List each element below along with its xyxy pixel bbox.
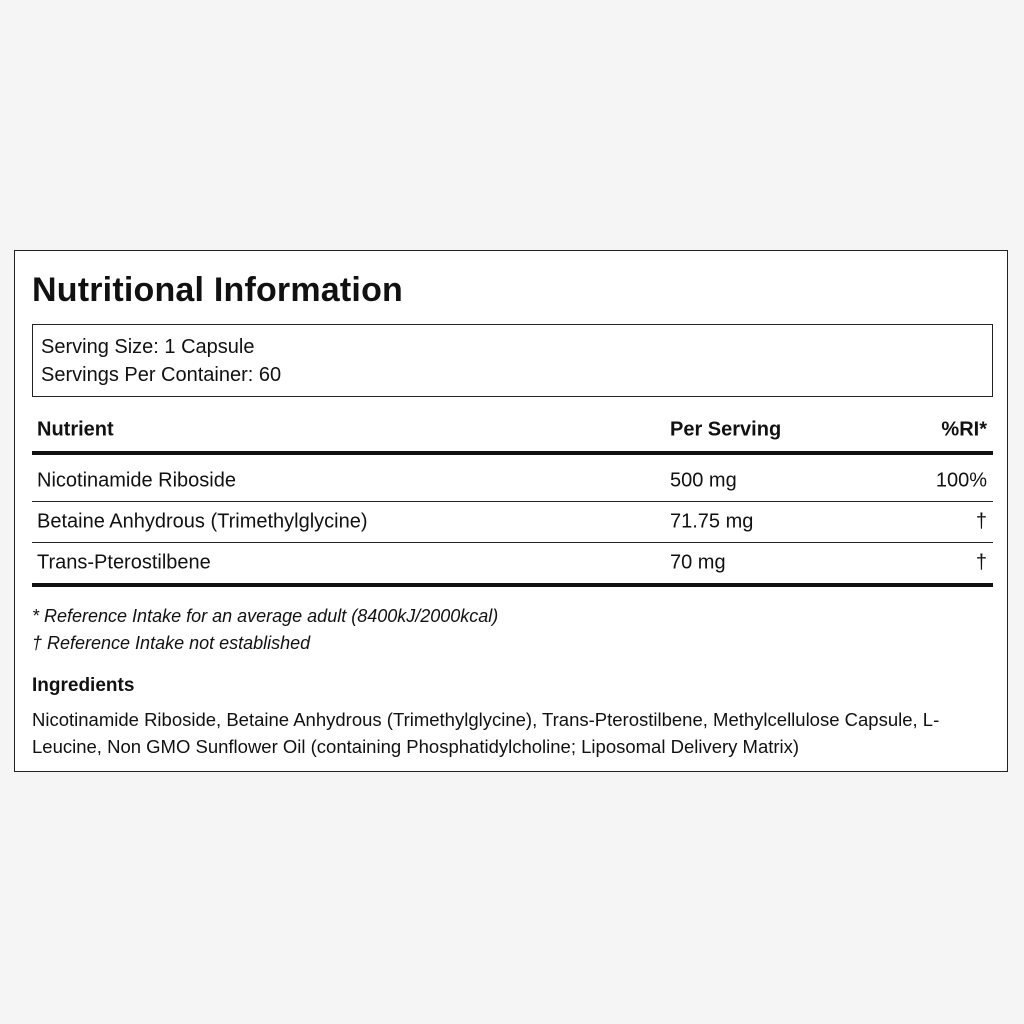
nutrition-panel (14, 250, 1008, 772)
header-nutrient: Nutrient (37, 418, 114, 441)
nutrient-amount: 70 mg (670, 551, 726, 574)
nutrient-table (32, 409, 993, 587)
nutrient-ri: † (975, 551, 987, 574)
table-row (32, 502, 993, 543)
header-ri: %RI* (941, 418, 987, 441)
footnote-ri-not-established: † Reference Intake not established (32, 633, 311, 653)
table-header-row (32, 409, 993, 455)
serving-info-box (32, 324, 993, 397)
footnote-ri-reference: * Reference Intake for an average adult (8400kJ/2000kcal) (32, 606, 499, 626)
header-per-serving: Per Serving (670, 418, 782, 441)
table-row (32, 455, 993, 502)
footnotes (32, 603, 498, 657)
table-row (32, 543, 993, 587)
nutrient-ri: † (975, 510, 987, 533)
nutrient-amount: 71.75 mg (670, 510, 754, 533)
nutrient-name: Betaine Anhydrous (Trimethylglycine) (37, 510, 368, 533)
nutrient-name: Nicotinamide Riboside (37, 469, 236, 492)
nutrient-ri: 100% (935, 469, 987, 492)
ingredients-heading: Ingredients (32, 675, 135, 696)
nutrient-amount: 500 mg (670, 469, 737, 492)
page-title: Nutritional Information (32, 271, 404, 309)
servings-per-container: Servings Per Container: 60 (41, 364, 282, 386)
serving-size: Serving Size: 1 Capsule (41, 336, 255, 358)
ingredients-text: Nicotinamide Riboside, Betaine Anhydrous (Trimethylglycine), Trans-Pterostilbene, Methylcellulose Capsule, L-Leucine, Non GMO Sunflower Oil (containing Phosphatidylcholine; Liposomal Delivery Matrix) (32, 709, 940, 757)
nutrient-name: Trans-Pterostilbene (37, 551, 211, 574)
